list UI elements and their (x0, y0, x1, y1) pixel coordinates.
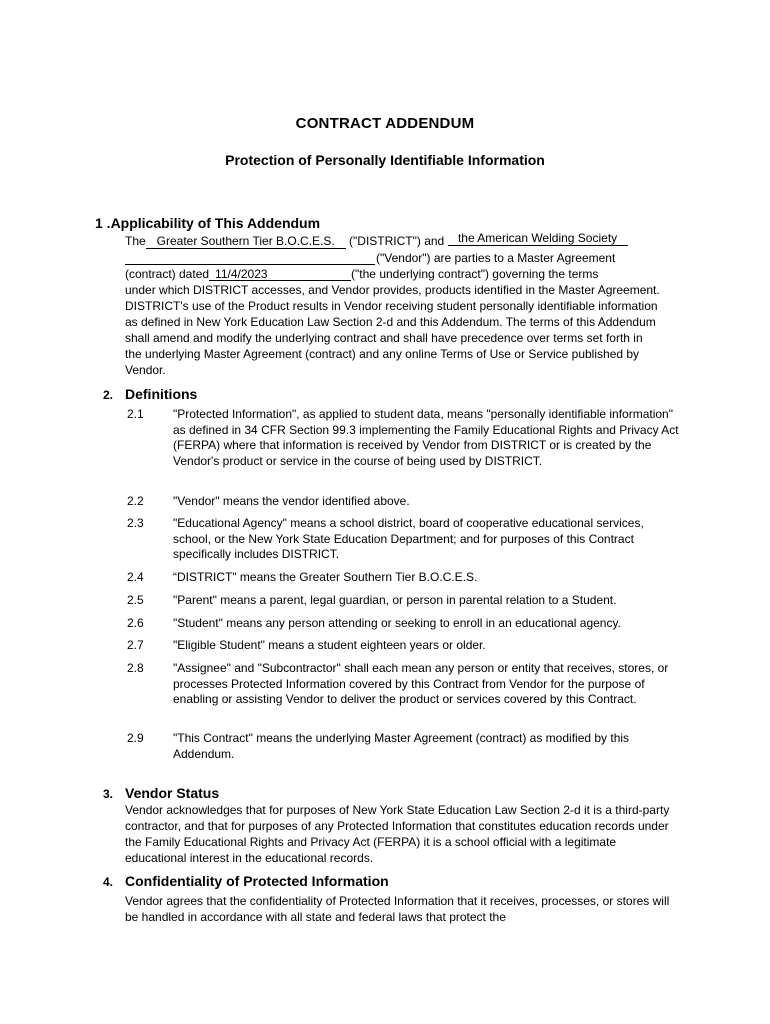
document-subtitle: Protection of Personally Identifiable Information (225, 152, 545, 168)
section-4-body: Vendor agrees that the confidentiality of Protected Information that it receives, processes, or stores will be handled in accordance with all state and federal laws that protect the (125, 894, 670, 924)
definition-text: "Student" means any person attending or seeking to enroll in an educational agency. (173, 616, 621, 630)
section-3-heading (103, 785, 219, 801)
section-1-line-2: ("Vendor") are parties to a Master Agreement (376, 251, 616, 265)
definition-number: 2.5 (127, 593, 144, 607)
vendor-name-blank-line (125, 264, 375, 265)
definition-number: 2.7 (127, 638, 144, 652)
section-1-line-1 (125, 233, 628, 249)
section-3-title: Vendor Status (125, 785, 220, 801)
definition-text: "Assignee" and "Subcontractor" shall each mean any person or entity that receives, stores, or processes Protected Information covered by this Contract from Vendor for the purpose of enabling or assisting Vendor to deliver the product or services covered by this Contract. (173, 661, 669, 706)
vendor-name-field[interactable]: the American Welding Society (448, 232, 628, 246)
section-2-heading (103, 386, 197, 402)
definition-text: "Protected Information", as applied to student data, means "personally identifiable information" as defined in 34 CFR Section 99.3 implementing the Family Educational Rights and Privacy Act (FERPA) where that information is received by Vendor from DISTRICT or is created by the Vendor's product or service in the course of being used by DISTRICT. (173, 407, 679, 468)
definition-text: “DISTRICT" means the Greater Southern Tier B.O.C.E.S. (173, 570, 478, 584)
contract-date-field[interactable]: 11/4/2023 (209, 268, 351, 281)
section-2-number: 2. (103, 388, 114, 402)
definition-text: "Educational Agency" means a school district, board of cooperative educational services, school, or the New York State Education Department; and for purposes of this Contract specifically includes DISTRICT. (173, 516, 644, 561)
line1-pre-text: The (125, 234, 146, 248)
line3-post-text: ("the underlying contract") governing the terms (351, 267, 599, 281)
section-1-line-3 (125, 266, 598, 282)
definition-text: "Parent" means a parent, legal guardian, or person in parental relation to a Student. (173, 593, 617, 607)
section-3-number: 3. (103, 787, 114, 801)
line1-mid-text: ("DISTRICT") and (345, 234, 448, 248)
definition-text: "Vendor" means the vendor identified above. (173, 494, 410, 508)
definition-number: 2.3 (127, 516, 144, 530)
section-4-number: 4. (103, 875, 114, 889)
definition-text: "Eligible Student" means a student eighteen years or older. (173, 638, 486, 652)
section-1-heading: 1 .Applicability of This Addendum (95, 215, 321, 231)
section-2-title: Definitions (125, 386, 198, 402)
definition-number: 2.1 (127, 407, 144, 421)
section-4-title: Confidentiality of Protected Information (125, 873, 389, 889)
definition-number: 2.9 (127, 731, 144, 745)
document-title: CONTRACT ADDENDUM (295, 115, 475, 132)
definition-number: 2.2 (127, 494, 144, 508)
definition-number: 2.4 (127, 570, 144, 584)
definition-number: 2.8 (127, 661, 144, 675)
line3-pre-text: (contract) dated (125, 267, 210, 281)
district-name-field[interactable]: Greater Southern Tier B.O.C.E.S. (146, 235, 346, 249)
definition-text: "This Contract" means the underlying Master Agreement (contract) as modified by this Addendum. (173, 731, 630, 761)
definition-number: 2.6 (127, 616, 144, 630)
section-1-body: under which DISTRICT accesses, and Vendor provides, products identified in the Master Agreement. DISTRICT's use of the Product results in Vendor receiving student personally identifiable information as defined in New York Education Law Section 2-d and this Addendum. The terms of this Addendum shall amend and modify the underlying contract and shall have precedence over terms set forth in the underlying Master Agreement (contract) and any online Terms of Use or Service published by Vendor. (125, 283, 660, 377)
section-3-body: Vendor acknowledges that for purposes of New York State Education Law Section 2-d it is a third-party contractor, and that for purposes of any Protected Information that constitutes education records under the Family Educational Rights and Privacy Act (FERPA) it is a school official with a legitimate educational interest in the educational records. (125, 803, 670, 865)
section-4-heading (103, 873, 389, 889)
